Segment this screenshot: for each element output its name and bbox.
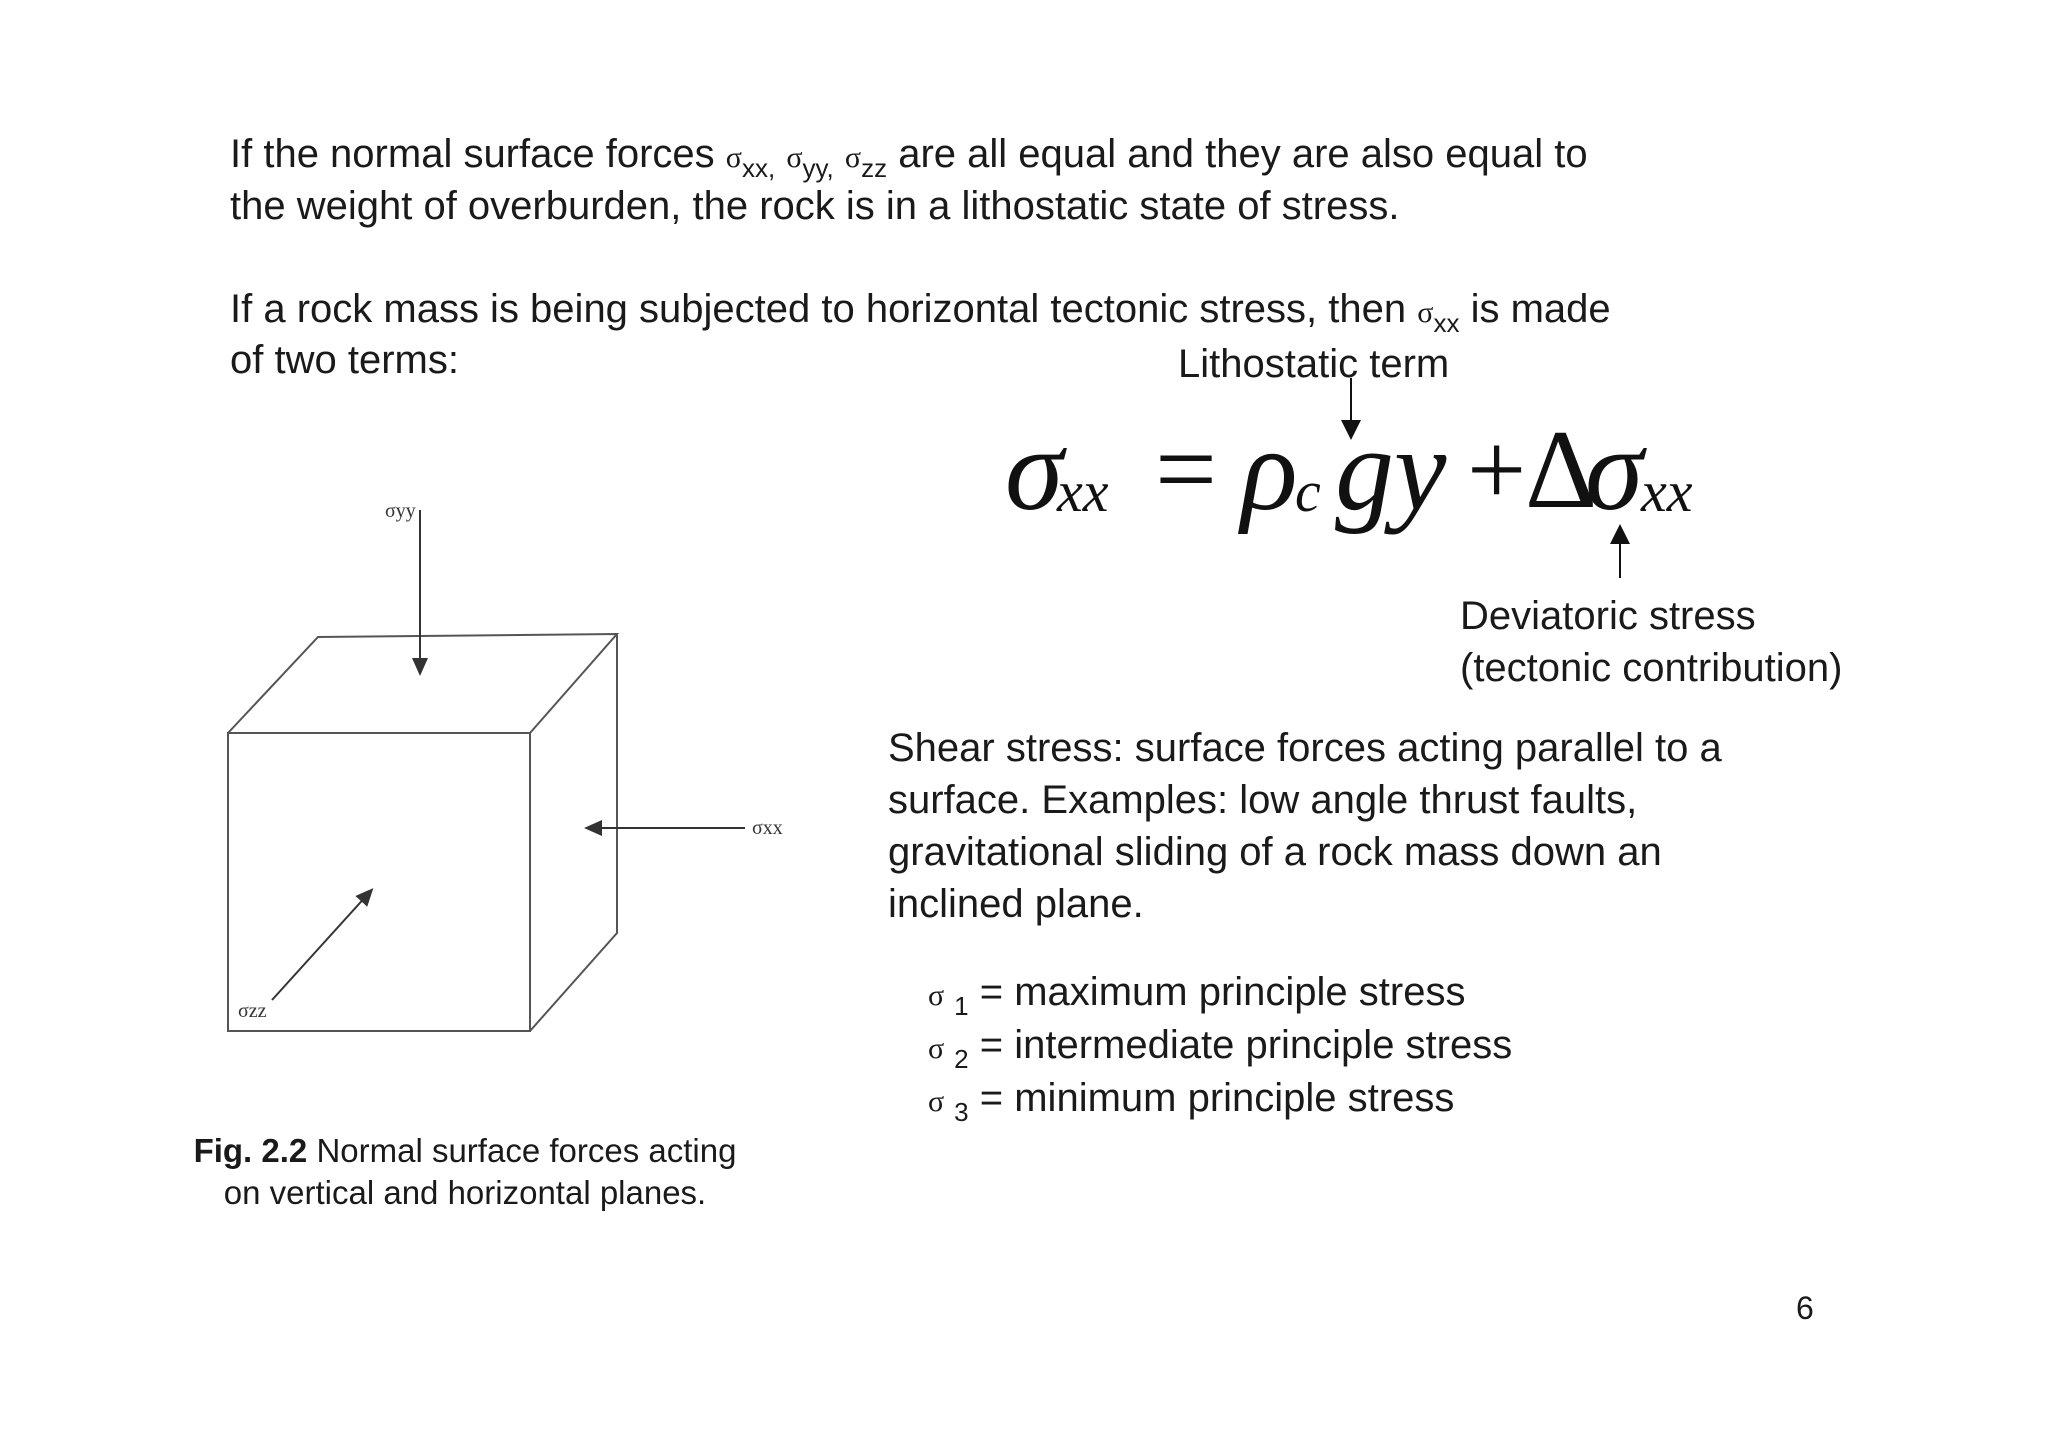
subscript-xx: xx, (741, 153, 776, 183)
page-number: 6 (1796, 1290, 1814, 1326)
eq-sigma: σ (1005, 404, 1064, 535)
para1-prefix: If the normal surface forces (230, 132, 715, 176)
sigma-zz-arrow (272, 894, 368, 1000)
para2-suffix: is made (1470, 287, 1611, 331)
deviatoric-label: Deviatoric stress (1460, 594, 1756, 638)
para1-suffix: are all equal and they are also equal to (898, 132, 1588, 176)
lithostatic-term-label: Lithostatic term (1178, 342, 1450, 386)
shear-line-4: inclined plane. (888, 882, 1144, 926)
subscript-xx: xx (1433, 308, 1460, 338)
tectonic-label: (tectonic contribution) (1460, 646, 1843, 690)
principal-2-text: = intermediate principle stress (979, 1023, 1513, 1067)
eq-rho: ρ (1241, 404, 1298, 535)
subscript-1: 1 (954, 991, 969, 1021)
label-sigma-xx: σxx (752, 817, 783, 839)
caption-label: Fig. 2.2 (193, 1132, 308, 1169)
label-sigma-zz: σzz (238, 1000, 267, 1022)
sigma-symbol: σ (928, 1085, 945, 1118)
shear-line-3: gravitational sliding of a rock mass down an (888, 830, 1662, 874)
eq-equals: = (1155, 408, 1218, 530)
para1-line2: the weight of overburden, the rock is in a lithostatic state of stress. (230, 184, 1400, 228)
sigma-symbol: σ (1417, 296, 1434, 329)
sigma-symbol: σ (928, 979, 945, 1012)
subscript-2: 2 (954, 1044, 969, 1074)
sigma-symbol: σ (844, 141, 862, 174)
para2-prefix: If a rock mass is being subjected to horizontal tectonic stress, then (230, 287, 1407, 331)
eq-delta: Δ (1525, 408, 1598, 532)
eq-sigma-2: σ (1585, 404, 1644, 535)
caption-text: Normal surface forces acting (316, 1132, 737, 1169)
subscript-zz: zz (861, 153, 888, 183)
para2-line2: of two terms: (230, 338, 459, 382)
eq-plus: + (1467, 411, 1527, 528)
sigma-symbol: σ (928, 1032, 945, 1065)
principal-stress-3 (928, 1072, 1454, 1138)
label-sigma-yy: σyy (385, 500, 416, 522)
sigma-symbol: σ (725, 141, 742, 174)
shear-line-2: surface. Examples: low angle thrust faults, (888, 778, 1638, 822)
eq-gy: gy (1335, 404, 1447, 535)
eq-sub-c: c (1295, 459, 1321, 524)
principal-1-text: = maximum principle stress (979, 970, 1466, 1014)
subscript-3: 3 (954, 1097, 969, 1127)
subscript-yy: yy, (802, 153, 834, 183)
sigma-symbol: σ (786, 141, 803, 174)
shear-line-1: Shear stress: surface forces acting parallel to a (888, 726, 1722, 770)
figure-caption (155, 1130, 775, 1214)
cube (228, 634, 617, 1031)
eq-sub-xx: xx (1057, 459, 1109, 524)
eq-sub-xx-2: xx (1641, 459, 1693, 524)
principal-3-text: = minimum principle stress (979, 1076, 1455, 1120)
caption-line2: on vertical and horizontal planes. (223, 1174, 707, 1211)
